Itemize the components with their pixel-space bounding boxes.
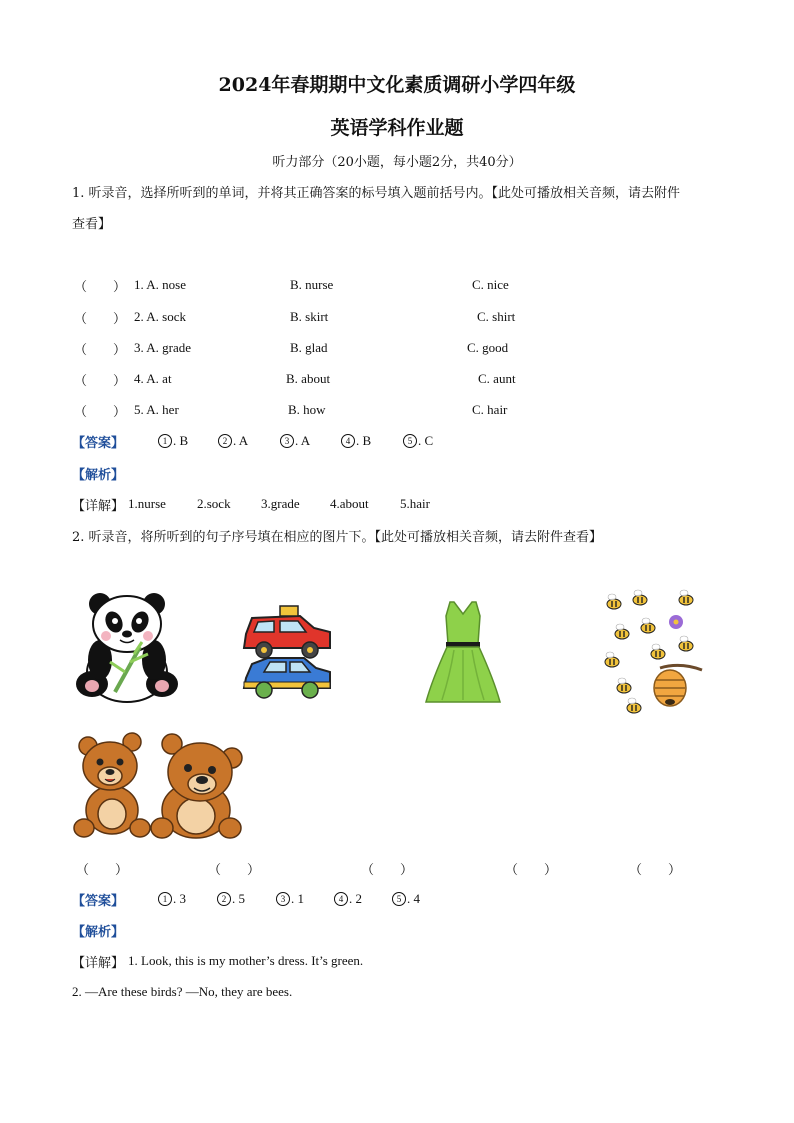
- option-c: C. aunt: [478, 371, 516, 386]
- analysis-label: 【解析】: [72, 468, 125, 483]
- answer-blank[interactable]: （ ）: [74, 374, 127, 389]
- answer-label: 【答案】: [72, 436, 125, 451]
- panda-image: [70, 592, 185, 704]
- detail-item: 2.sock: [197, 496, 231, 511]
- section-heading: 听力部分（20小题，每小题2分，共40分）: [272, 155, 522, 170]
- answer-blank[interactable]: （ ）: [74, 280, 127, 295]
- detail-item: 5.hair: [400, 496, 430, 511]
- option-b: B. glad: [290, 340, 328, 355]
- option-b: B. nurse: [290, 277, 334, 292]
- answer-blank[interactable]: （ ）: [629, 863, 682, 878]
- answer-label: 【答案】: [72, 894, 125, 909]
- option-a: 4. A. at: [134, 371, 172, 386]
- answer-blank[interactable]: （ ）: [74, 343, 127, 358]
- answer-blank[interactable]: （ ）: [505, 863, 558, 878]
- answer-blank[interactable]: （ ）: [74, 405, 127, 420]
- answer-circled-number: 3: [276, 892, 290, 906]
- option-b: B. how: [288, 402, 326, 417]
- answer-blank[interactable]: （ ）: [361, 863, 414, 878]
- page-subtitle: 英语学科作业题: [330, 117, 464, 139]
- option-b: B. about: [286, 371, 331, 386]
- answer-item: 2 . 5: [217, 891, 245, 907]
- q1-prompt: 1. 听录音，选择所听到的单词，并将其正确答案的标号填入题前括号内。【此处可播放相关音频，请去附件: [72, 186, 681, 201]
- option-c: C. nice: [472, 277, 509, 292]
- detail-item: 3.grade: [261, 496, 300, 511]
- teddy-bears-image: [72, 732, 244, 840]
- answer-item: 2 . A: [218, 433, 248, 449]
- answer-circled-number: 1: [158, 434, 172, 448]
- option-a: 1. A. nose: [134, 277, 186, 292]
- answer-item: 4 . B: [341, 433, 371, 449]
- answer-item: 3 . 1: [276, 891, 304, 907]
- toy-cars-image: [240, 602, 335, 702]
- answer-item: 3 . A: [280, 433, 310, 449]
- answer-circled-number: 1: [158, 892, 172, 906]
- answer-item: 1 . B: [158, 433, 188, 449]
- answer-blank[interactable]: （ ）: [208, 863, 261, 878]
- q1-prompt-cont: 查看】: [72, 217, 112, 232]
- answer-circled-number: 2: [218, 434, 232, 448]
- answer-circled-number: 5: [392, 892, 406, 906]
- answer-blank[interactable]: （ ）: [74, 312, 127, 327]
- answer-item: 5 . C: [403, 433, 433, 449]
- q2-prompt: 2. 听录音，将所听到的句子序号填在相应的图片下。【此处可播放相关音频，请去附件查看】: [72, 530, 603, 545]
- page-title: 2024年春期期中文化素质调研小学四年级: [218, 74, 576, 96]
- detail-item: 4.about: [330, 496, 369, 511]
- answer-circled-number: 4: [334, 892, 348, 906]
- answer-blank[interactable]: （ ）: [76, 863, 129, 878]
- answer-item: 5 . 4: [392, 891, 420, 907]
- option-a: 3. A. grade: [134, 340, 192, 355]
- answer-circled-number: 2: [217, 892, 231, 906]
- answer-item: 4 . 2: [334, 891, 362, 907]
- analysis-label: 【解析】: [72, 925, 125, 940]
- green-dress-image: [424, 600, 502, 705]
- detail-sentence: 1. Look, this is my mother’s dress. It’s green.: [128, 953, 364, 968]
- detail-item: 1.nurse: [128, 496, 166, 511]
- detail-sentence: 2. —Are these birds? —No, they are bees.: [72, 984, 293, 999]
- answer-circled-number: 3: [280, 434, 294, 448]
- option-c: C. good: [467, 340, 509, 355]
- detail-label: 【详解】: [72, 956, 125, 971]
- option-a: 5. A. her: [134, 402, 179, 417]
- answer-circled-number: 5: [403, 434, 417, 448]
- bees-hive-image: [600, 588, 706, 720]
- option-b: B. skirt: [290, 309, 329, 324]
- answer-circled-number: 4: [341, 434, 355, 448]
- option-a: 2. A. sock: [134, 309, 186, 324]
- option-c: C. hair: [472, 402, 508, 417]
- detail-label: 【详解】: [72, 499, 125, 514]
- option-c: C. shirt: [477, 309, 516, 324]
- answer-item: 1 . 3: [158, 891, 186, 907]
